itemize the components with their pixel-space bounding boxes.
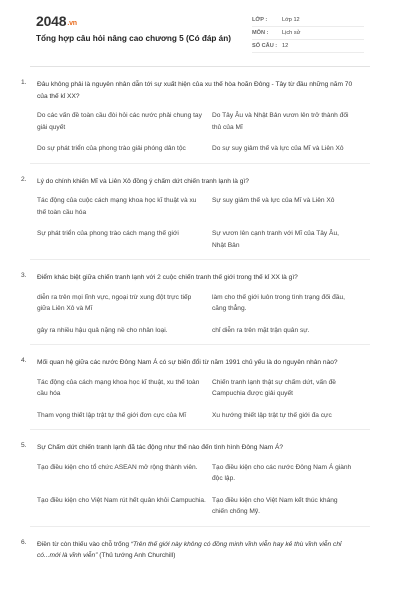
- question-text: Lý do chính khiến Mĩ và Liên Xô đồng ý chấm dứt chiến tranh lạnh là gì?: [37, 177, 249, 185]
- answer-option-d[interactable]: chỉ diễn ra trên mặt trận quân sự.: [212, 326, 310, 334]
- question-separator: [30, 163, 370, 164]
- question-list: [0, 79, 400, 574]
- question-1: [0, 79, 400, 164]
- answer-option-c[interactable]: Sự phát triển của phong trào cách mạng thế giới: [37, 230, 179, 237]
- answer-option-c[interactable]: Tạo điều kiện cho Việt Nam rút hết quân khỏi Campuchia.: [37, 496, 206, 504]
- question-number: 2.: [21, 175, 27, 183]
- answer-option-b[interactable]: Do Tây Âu và Nhật Bản vươn lên trở thành đối thủ của Mĩ: [212, 112, 349, 131]
- answer-option-d[interactable]: Sự vươn lên cạnh tranh với Mĩ của Tây Âu, Nhật Bản: [212, 230, 339, 249]
- document-title: Tổng hợp câu hỏi nâng cao chương 5 (Có đáp án): [36, 34, 231, 43]
- question-separator: [30, 259, 370, 260]
- meta-value: Lớp 12: [282, 17, 300, 23]
- question-text: Sự Chấm dứt chiến tranh lạnh đã tác động như thế nào đến tình hình Đông Nam Á?: [37, 444, 284, 451]
- answer-option-c[interactable]: gây ra nhiều hậu quả nặng nề cho nhân loại.: [37, 326, 168, 334]
- question-number: 3.: [21, 272, 27, 279]
- meta-row-count: [252, 40, 364, 53]
- question-text: Điểm khác biệt giữa chiến tranh lạnh với 2 cuộc chiến tranh thế giới trong thế kỉ XX là gì?: [37, 274, 298, 281]
- answer-option-b[interactable]: Chiến tranh lạnh thật sự chấm dứt, vấn đề Campuchia được giải quyết: [212, 378, 336, 397]
- question-number: 1.: [21, 79, 27, 86]
- meta-key: MÔN :: [252, 30, 269, 36]
- answer-option-c[interactable]: Do sự phát triển của phong trào giải phóng dân tộc: [37, 145, 186, 152]
- page-header: [0, 0, 400, 62]
- question-text-lead: Điền từ còn thiếu vào chỗ trống: [37, 540, 131, 548]
- question-quote: “Trên thế giới này không có đồng minh vĩnh viễn hay kẻ thù vĩnh viễn chỉ có...mới là vĩnh viễn”: [37, 540, 342, 559]
- question-attribution: (Thủ tướng Anh Churchill): [97, 552, 176, 559]
- meta-value: 12: [282, 43, 289, 49]
- answer-options: [37, 377, 359, 422]
- meta-value: Lịch sử: [282, 30, 301, 36]
- meta-key: SỐ CÂU :: [252, 43, 278, 49]
- document-meta: [252, 14, 364, 53]
- question-number: 5.: [21, 442, 27, 449]
- question-separator: [30, 429, 370, 430]
- answer-option-a[interactable]: diễn ra trên mọi lĩnh vực, ngoại trừ xung đột trực tiếp giữa Liên Xô và Mĩ: [37, 293, 192, 312]
- answer-options: [37, 110, 359, 155]
- question-4: [0, 357, 400, 430]
- answer-option-c[interactable]: Tham vọng thiết lập trật tự thế giới đơn cực của Mĩ: [37, 411, 187, 419]
- question-text: Mối quan hệ giữa các nước Đông Nam Á có sự biến đổi từ năm 1991 chủ yếu là do nguyên nhân nào?: [37, 359, 338, 366]
- answer-option-a[interactable]: Tạo điều kiện cho tổ chức ASEAN mở rộng thành viên.: [37, 463, 198, 471]
- question-6: [0, 539, 400, 562]
- answer-options: [37, 195, 359, 251]
- question-text: [37, 539, 359, 562]
- answer-options: [37, 292, 359, 337]
- question-2: [0, 176, 400, 261]
- header-divider: [30, 66, 370, 67]
- site-logo[interactable]: [36, 13, 77, 29]
- answer-option-a[interactable]: Tác động của cuộc cách mạng khoa học kĩ thuật và xu thế toàn cầu hóa: [37, 197, 197, 216]
- question-number: 6.: [21, 538, 27, 546]
- question-text: Đâu không phải là nguyên nhân dẫn tới sự xuất hiện của xu thế hòa hoãn Đông - Tây từ đầu những năm 70 của thế kỉ XX?: [37, 81, 353, 100]
- logo-text: 2048: [36, 13, 67, 29]
- answer-option-d[interactable]: Do sự suy giảm thế và lực của Mĩ và Liên Xô: [212, 145, 344, 152]
- question-separator: [30, 344, 370, 345]
- answer-option-b[interactable]: Sự suy giảm thế và lực của Mĩ và Liên Xô: [212, 197, 335, 204]
- answer-option-a[interactable]: Do các vấn đề toàn cầu đòi hỏi các nước phải chung tay giải quyết: [37, 112, 202, 131]
- logo-suffix: .vn: [67, 20, 77, 27]
- question-3: [0, 272, 400, 345]
- answer-option-d[interactable]: Xu hướng thiết lập trật tự thế giới đa cực: [212, 411, 332, 419]
- meta-row-subject: [252, 27, 364, 40]
- answer-option-b[interactable]: Tạo điều kiện cho các nước Đông Nam Á giành độc lập.: [212, 463, 352, 482]
- meta-key: LỚP :: [252, 17, 268, 23]
- question-separator: [30, 526, 370, 527]
- question-5: [0, 442, 400, 527]
- answer-option-b[interactable]: làm cho thế giới luôn trong tình trạng đối đầu, căng thẳng.: [212, 293, 345, 312]
- answer-option-a[interactable]: Tác động của cách mạng khoa học kĩ thuật, xu thế toàn cầu hóa: [37, 378, 200, 397]
- question-number: 4.: [21, 357, 27, 364]
- answer-option-d[interactable]: Tạo điều kiện cho Việt Nam kết thúc kháng chiến chống Mỹ.: [212, 496, 338, 515]
- meta-row-grade: [252, 14, 364, 27]
- answer-options: [37, 462, 359, 518]
